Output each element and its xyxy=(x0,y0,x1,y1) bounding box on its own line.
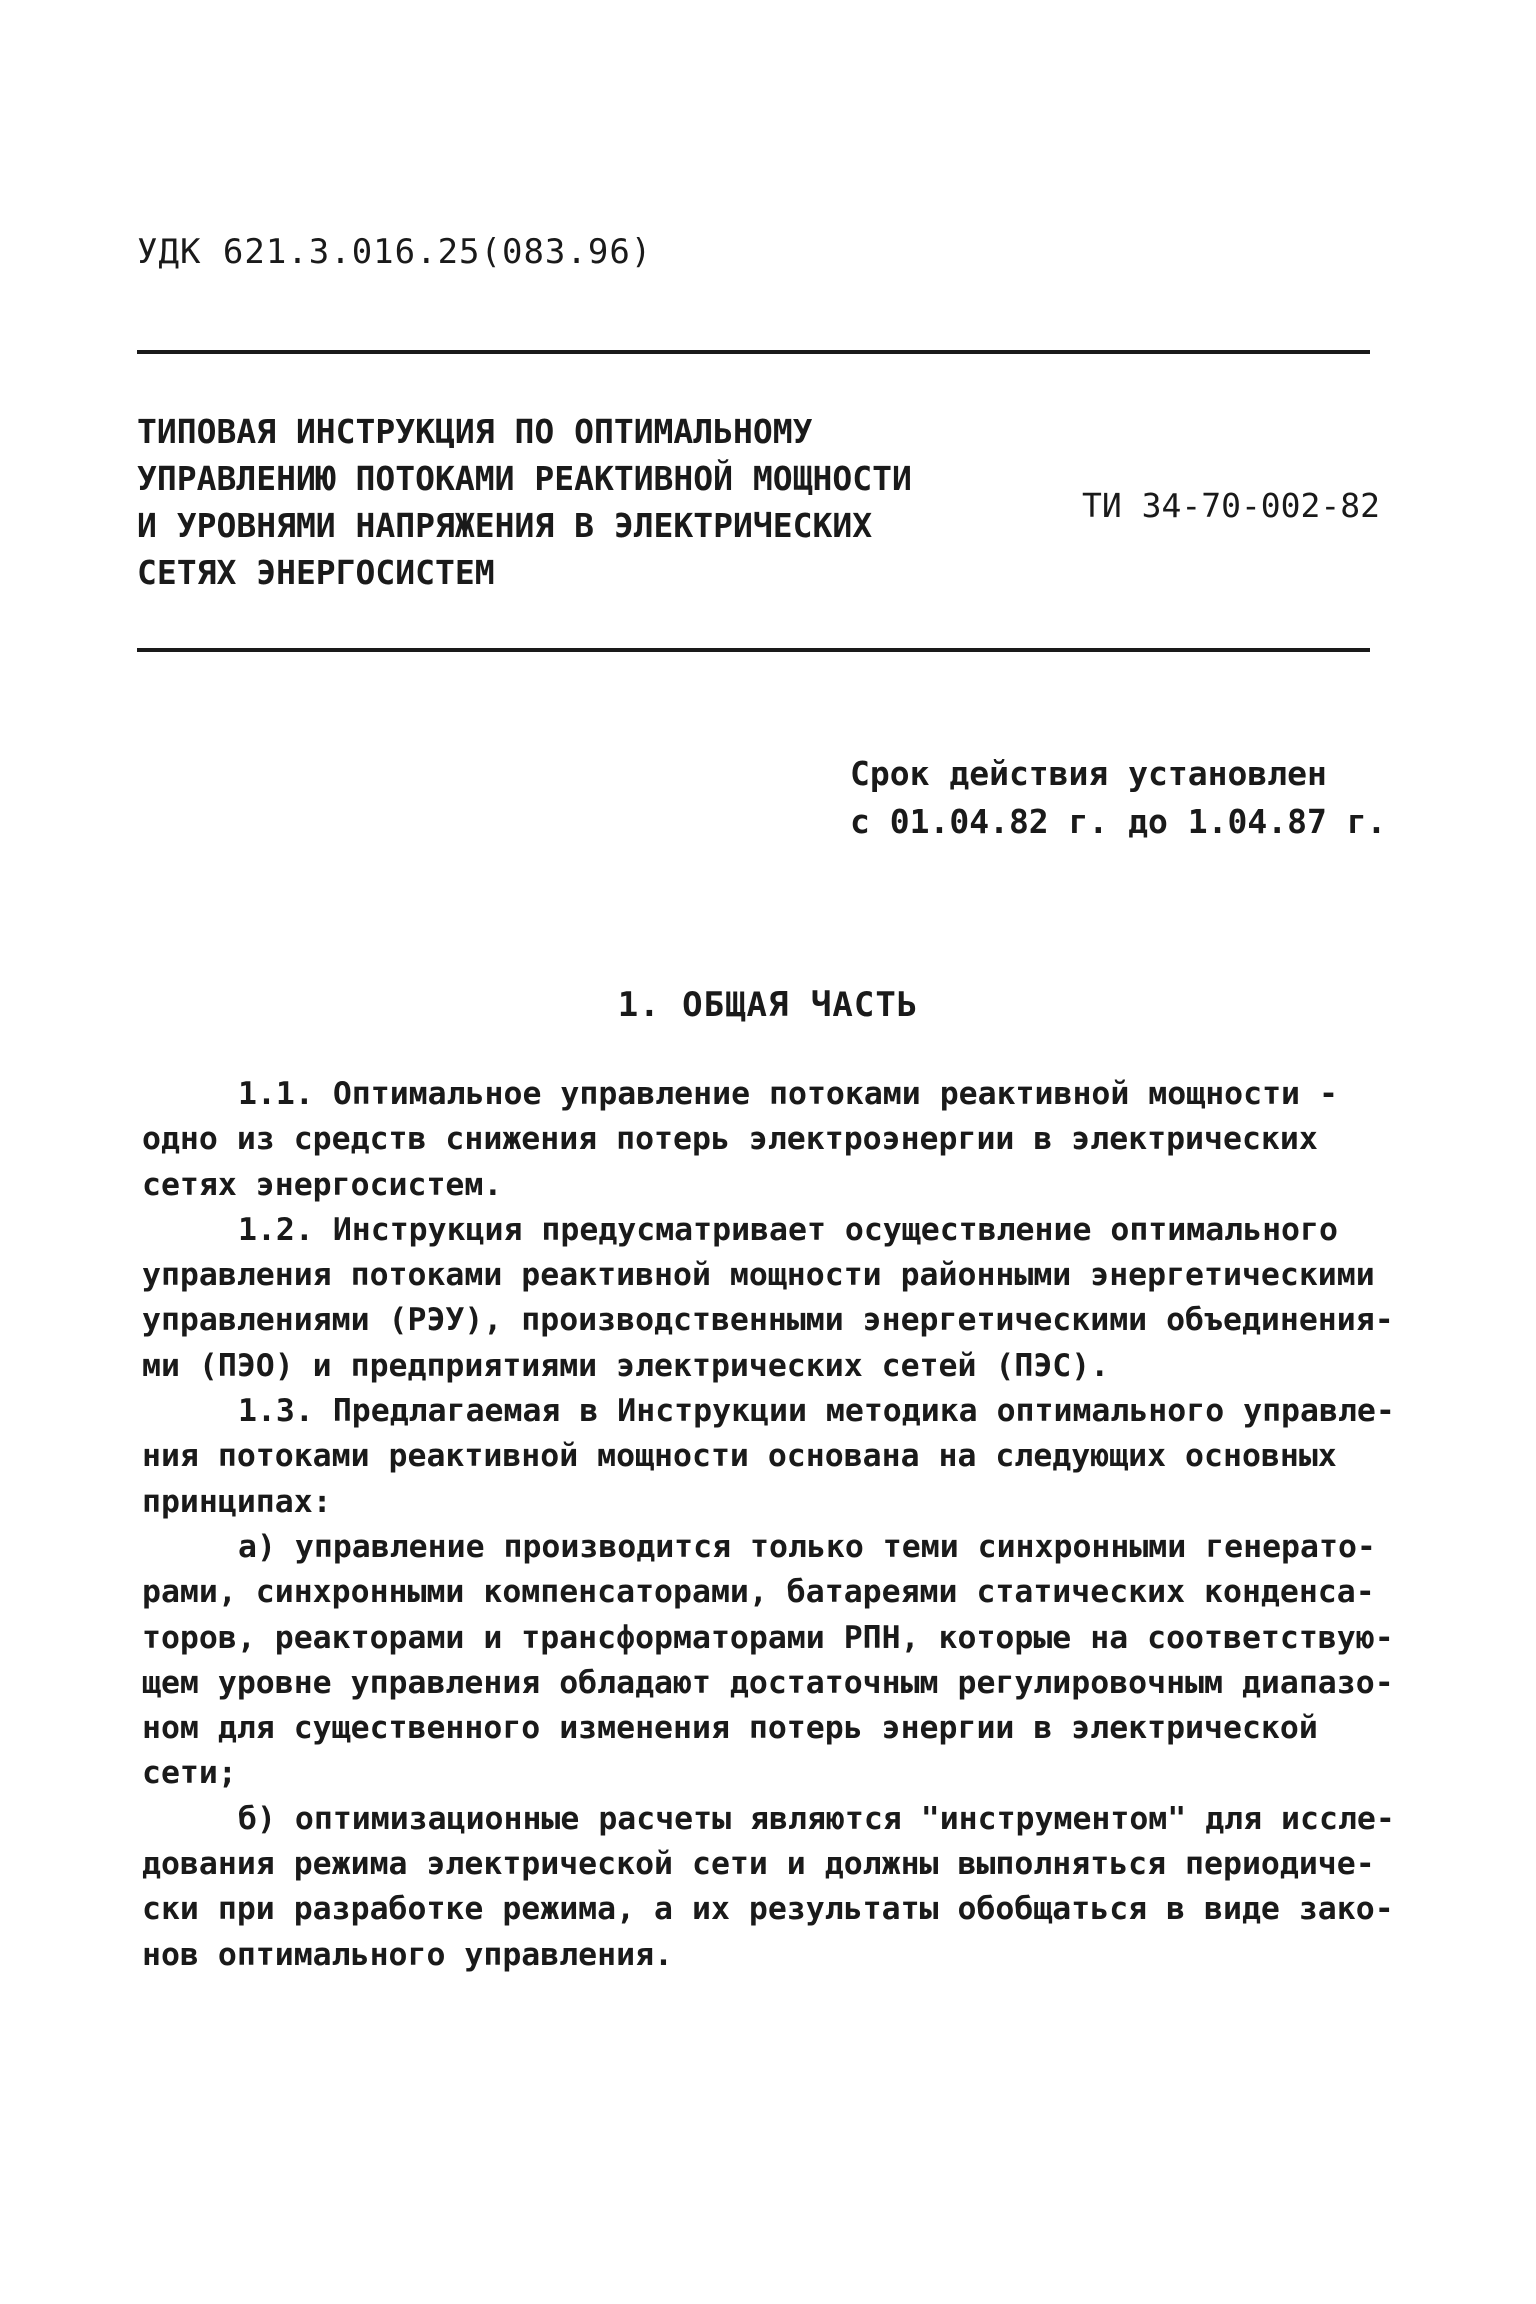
title-line: ТИПОВАЯ ИНСТРУКЦИЯ ПО ОПТИМАЛЬНОМУ xyxy=(137,412,813,451)
text-line: рами, синхронными компенсаторами, батареями статических конденса- xyxy=(142,1574,1375,1611)
document-title xyxy=(137,408,967,596)
title-line: УПРАВЛЕНИЮ ПОТОКАМИ РЕАКТИВНОЙ МОЩНОСТИ xyxy=(137,459,912,498)
title-line: СЕТЯХ ЭНЕРГОСИСТЕМ xyxy=(137,553,495,592)
udk-code: УДК 621.3.016.25(083.96) xyxy=(137,232,653,272)
text-line: принципах: xyxy=(142,1483,332,1520)
validity-line-2: с 01.04.82 г. до 1.04.87 г. xyxy=(850,802,1387,841)
text-line: управлениями (РЭУ), производственными энергетическими объединения- xyxy=(142,1302,1394,1339)
text-line: ния потоками реактивной мощности основана на следующих основных xyxy=(142,1438,1337,1475)
paragraph-1-2 xyxy=(142,1208,1394,1389)
text-line: ски при разработке режима, а их результаты обобщаться в виде зако- xyxy=(142,1891,1394,1928)
list-item-b xyxy=(142,1797,1395,1978)
text-line: 1.3. Предлагаемая в Инструкции методика оптимального управле- xyxy=(238,1393,1395,1430)
section-heading: 1. ОБЩАЯ ЧАСТЬ xyxy=(617,985,919,1025)
text-line: а) управление производится только теми синхронными генерато- xyxy=(238,1528,1376,1565)
text-line: 1.1. Оптимальное управление потоками реактивной мощности - xyxy=(238,1076,1338,1112)
validity-period xyxy=(850,750,1386,846)
text-line: торов, реакторами и трансформаторами РПН, которые на соответствую- xyxy=(142,1619,1394,1656)
title-line: И УРОВНЯМИ НАПРЯЖЕНИЯ В ЭЛЕКТРИЧЕСКИХ xyxy=(137,506,873,545)
document-code: ТИ 34-70-002-82 xyxy=(1082,486,1381,525)
body-text xyxy=(142,1072,1395,1978)
top-divider xyxy=(137,350,1370,354)
text-line: ми (ПЭО) и предприятиями электрических сетей (ПЭС). xyxy=(142,1347,1110,1384)
text-line: управления потоками реактивной мощности районными энергетическими xyxy=(142,1257,1375,1294)
text-line: щем уровне управления обладают достаточным регулировочным диапазо- xyxy=(142,1664,1394,1701)
text-line: б) оптимизационные расчеты являются "инструментом" для иссле- xyxy=(238,1800,1395,1837)
paragraph-1-1 xyxy=(142,1072,1382,1208)
text-line: ном для существенного изменения потерь энергии в электрической xyxy=(142,1710,1318,1747)
text-line: 1.2. Инструкция предусматривает осуществление оптимального xyxy=(238,1211,1338,1248)
validity-line-1: Срок действия установлен xyxy=(850,754,1327,793)
text-line: сети; xyxy=(142,1755,237,1792)
paragraph-1-3 xyxy=(142,1389,1395,1525)
text-line: дования режима электрической сети и должны выполняться периодиче- xyxy=(142,1846,1375,1883)
text-line: одно из средств снижения потерь электроэнергии в электрических xyxy=(142,1121,1318,1158)
text-line: нов оптимального управления. xyxy=(142,1936,674,1973)
bottom-divider xyxy=(137,648,1370,652)
list-item-a xyxy=(142,1525,1394,1797)
text-line: сетях энергосистем. xyxy=(142,1166,503,1203)
